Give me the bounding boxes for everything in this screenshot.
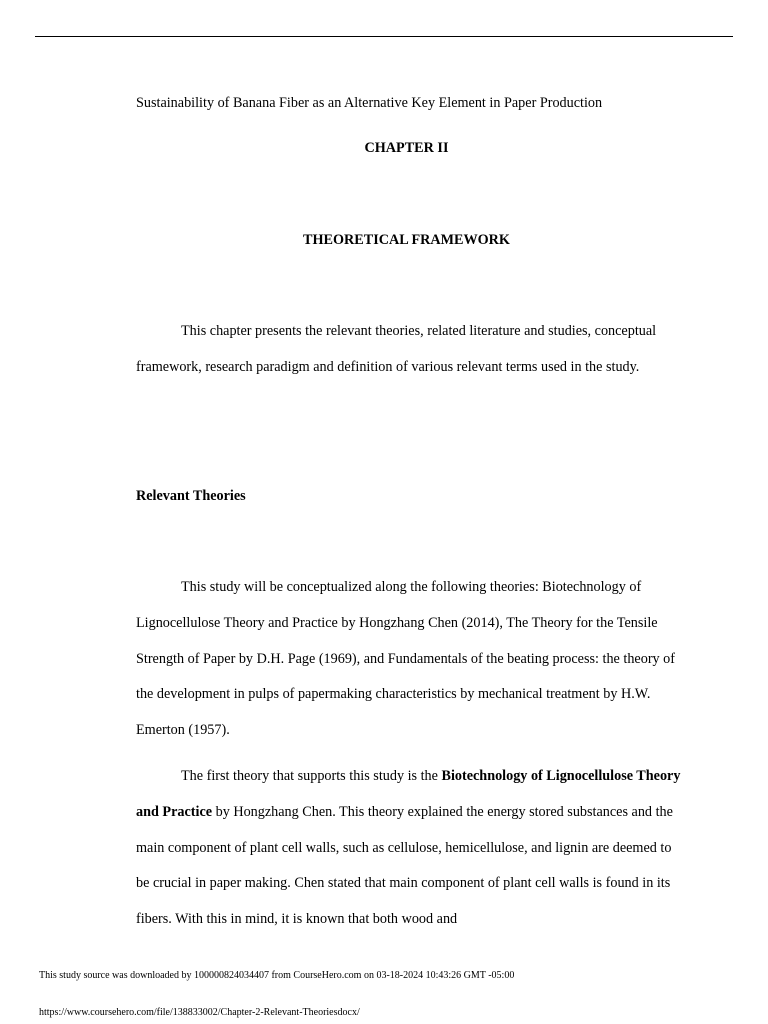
chapter-number: CHAPTER II [364,140,449,156]
first-theory-body: by Hongzhang Chen. This theory explained the energy stored substances and the main component of plant cell walls, such as cellulose, hemicellulose, and lignin are deemed to be crucial in paper making. Chen stated that main component of plant cell walls is found in its fibers. With this in mind, it is known that both wood and [136,803,673,928]
running-head: Sustainability of Banana Fiber as an Alternative Key Element in Paper Production [136,95,603,111]
theories-paragraph: This study will be conceptualized along the following theories: Biotechnology of Lignocellulose Theory and Practice by Hongzhang Chen (2014), The Theory for the Tensile Strength of Paper by D.H. Page (1969), and Fundamentals of the beating process: the theory of the development in pulps of papermaking characteristics by mechanical treatment by H.W. Emerton (1957). [136,579,676,739]
download-notice: This study source was downloaded by 100000824034407 from CourseHero.com on 03-18-2024 10:43:26 GMT -05:00 [39,970,515,981]
chapter-title: THEORETICAL FRAMEWORK [303,232,510,248]
first-theory-paragraph [136,759,681,938]
intro-paragraph: This chapter presents the relevant theories, related literature and studies, conceptual framework, research paradigm and definition of various relevant terms used in the study. [136,323,657,375]
section-heading: Relevant Theories [136,488,246,504]
first-theory-lead: The first theory that supports this study is the [181,768,442,784]
source-url[interactable]: https://www.coursehero.com/file/138833002/Chapter-2-Relevant-Theoriesdocx/ [39,1007,360,1018]
header-rule [35,36,733,37]
first-theory-title: Biotechnology of Lignocellulose Theory and Practice [136,768,681,820]
